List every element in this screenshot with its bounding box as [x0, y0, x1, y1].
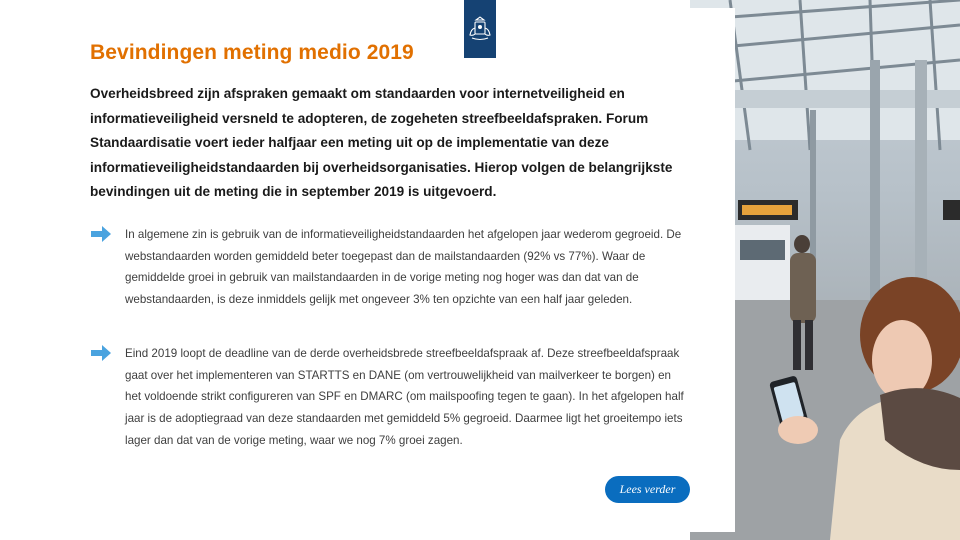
coat-of-arms-icon: [467, 14, 493, 44]
arrow-right-icon: [90, 225, 112, 243]
arrow-right-icon: [90, 344, 112, 362]
read-more-button[interactable]: Lees verder: [605, 476, 690, 503]
intro-paragraph: Overheidsbreed zijn afspraken gemaakt om standaarden voor internetveiligheid en informatieveiligheid versneld te adopteren, de zogeheten streefbeeldafspraken. Forum Standaardisatie voert ieder halfjaar een meting uit op de implementatie van deze informatieveiligheidstandaarden bij overheidsorganisaties. Hierop volgen de belangrijkste bevindingen uit de meting die in september 2019 is uitgevoerd.: [90, 86, 673, 200]
rijksoverheid-logo: [464, 0, 496, 58]
page-title: Bevindingen meting medio 2019: [90, 41, 414, 64]
finding-text-1: In algemene zin is gebruik van de informatieveiligheidstandaarden het afgelopen jaar wederom gegroeid. De webstandaarden worden gemiddeld beter toegepast dan de mailstandaarden (92% vs 77%). Waar de gemiddelde groei in gebruik van mailstandaarden in de vorige meting nog hoger was dan dat van de webstandaarden, is deze inmiddels gelijk met ongeveer 3% ten opzichte van een half jaar geleden.: [125, 228, 682, 307]
finding-item-2: [90, 343, 690, 452]
finding-item-1: [90, 224, 690, 311]
finding-text-2: Eind 2019 loopt de deadline van de derde overheidsbrede streefbeeldafspraak af. Deze streefbeeldafspraak gaat over het implementeren van STARTTS en DANE (om vertrouwelijkheid van mailverkeer te borgen) en het voldoende strikt configureren van SPF en DMARC (om mailspoofing tegen te gaan). In het afgelopen half jaar is de adoptiegraad van deze standaarden met gemiddeld 5% gegroeid. Daarmee ligt het groeitempo iets lager dan dat van de vorige meting, waar we nog 7% groei zagen.: [125, 347, 684, 447]
